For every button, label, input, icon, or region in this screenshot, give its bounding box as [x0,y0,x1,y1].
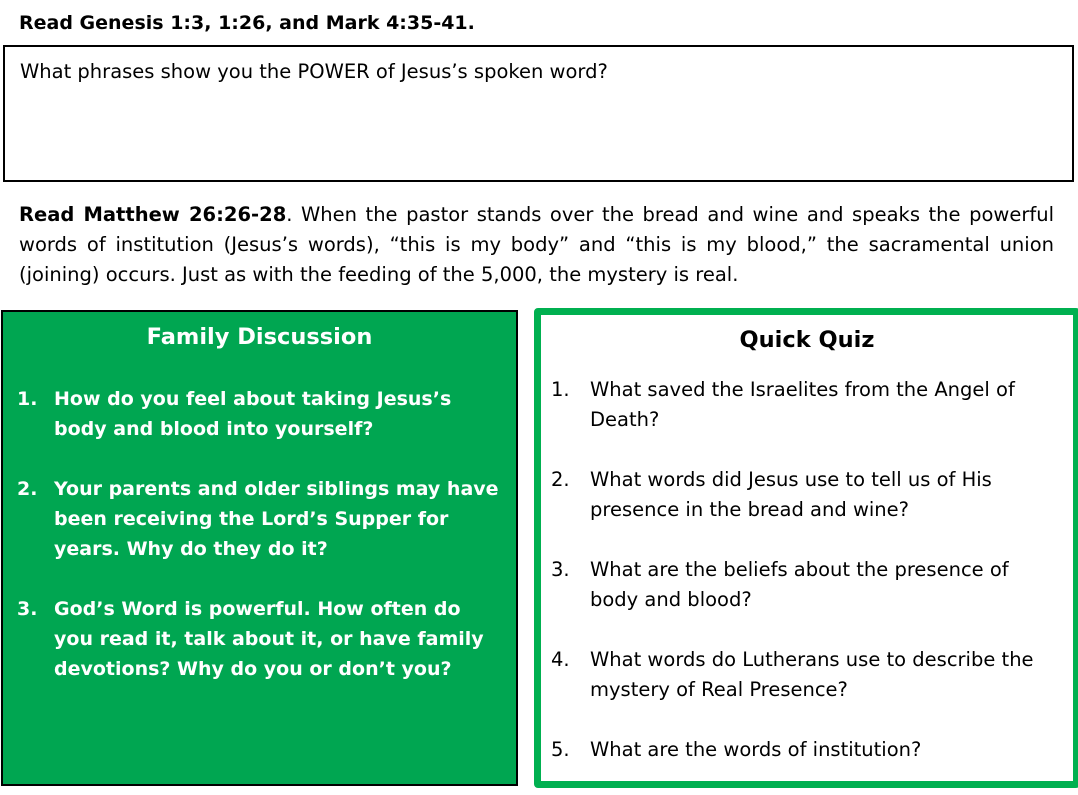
discussion-item-text: Your parents and older siblings may have been receiving the Lord’s Supper for years. Why do they do it? [54,478,499,560]
discussion-item-text: God’s Word is powerful. How often do you read it, talk about it, or have family devotions? Why do you or don’t you? [54,598,484,680]
quiz-item-text: What words did Jesus use to tell us of His presence in the bread and wine? [590,468,992,521]
quick-quiz-title: Quick Quiz [739,327,875,353]
family-discussion-list [3,384,516,714]
discussion-item-number: 2. [17,478,38,500]
quiz-item [541,735,1073,765]
quiz-item-text: What saved the Israelites from the Angel of Death? [590,378,1015,431]
quiz-item [541,375,1073,435]
passage-lead: Read Matthew 26:26-28 [19,203,287,226]
quiz-item [541,645,1073,705]
quiz-item-text: What are the beliefs about the presence of body and blood? [590,558,1009,611]
quick-quiz-list [541,375,1073,795]
family-discussion-panel [1,310,518,786]
quiz-item [541,465,1073,525]
quick-quiz-panel [534,308,1078,788]
quiz-item [541,555,1073,615]
quiz-item-number: 5. [551,738,570,761]
discussion-item-text: How do you feel about taking Jesus’s body and blood into yourself? [54,388,452,440]
quiz-item-text: What words do Lutherans use to describe the mystery of Real Presence? [590,648,1034,701]
passage-paragraph [19,200,1054,290]
passage-body: . When the pastor stands over the bread and wine and speaks the powerful words of institution (Jesus’s words), “this is my body” and “this is my blood,” the sacramental union (joining) occurs. Just as with the feeding of the 5,000, the mystery is real. [19,203,1054,286]
quiz-item-number: 3. [551,558,570,581]
discussion-item [3,384,516,444]
quiz-item-number: 4. [551,648,570,671]
quiz-item-number: 1. [551,378,570,401]
reading-heading: Read Genesis 1:3, 1:26, and Mark 4:35-41. [19,12,475,34]
discussion-item [3,594,516,684]
answer-box[interactable] [3,45,1074,182]
quiz-item-text: What are the words of institution? [590,738,922,761]
answer-prompt: What phrases show you the POWER of Jesus’s spoken word? [20,60,608,83]
family-discussion-title: Family Discussion [146,324,373,350]
discussion-item-number: 3. [17,598,38,620]
quiz-item-number: 2. [551,468,570,491]
discussion-item-number: 1. [17,388,38,410]
discussion-item [3,474,516,564]
